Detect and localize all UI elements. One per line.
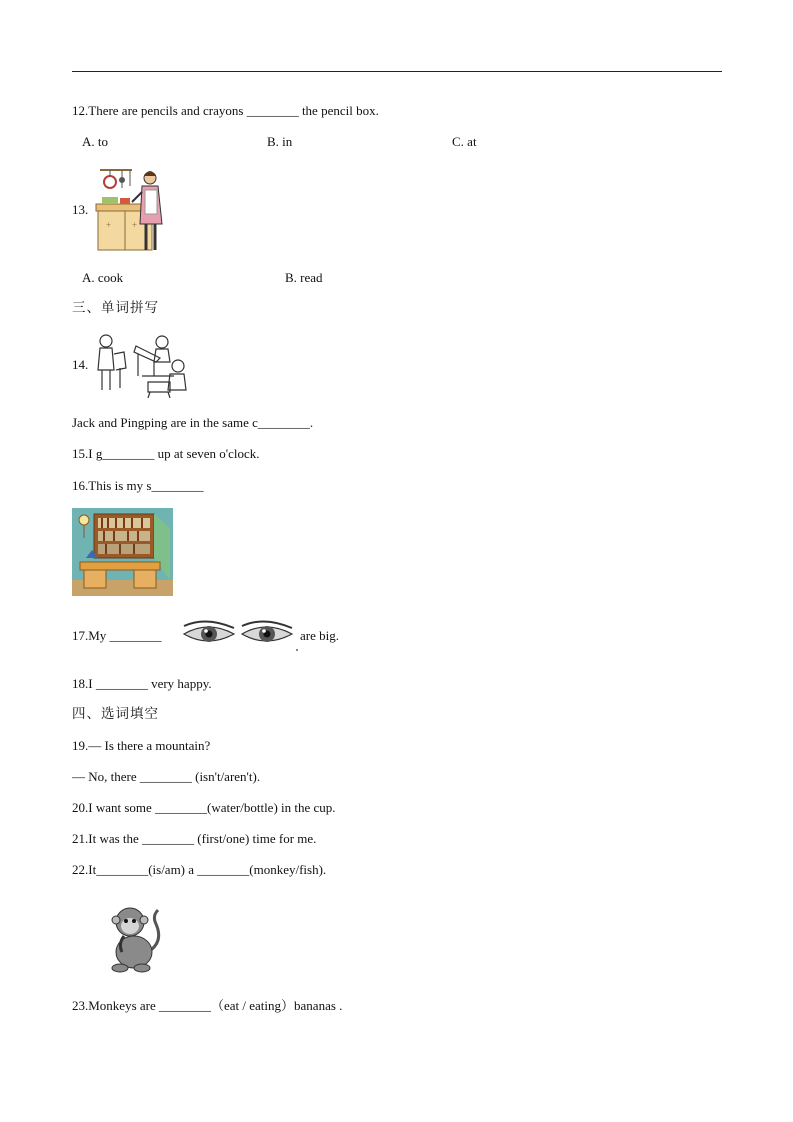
svg-text:+: + [106,220,112,230]
question-14-number: 14. [72,357,89,372]
q12-option-a: A. to [82,134,108,149]
question-15: 15.I g________ up at seven o'clock. [72,446,260,461]
question-19-line-2: — No, there ________ (isn't/aren't). [72,769,261,784]
eyes-image [182,618,298,652]
section-4-heading: 四、选词填空 [72,706,159,722]
q13-option-a: A. cook [82,270,124,285]
q13-option-b: B. read [285,270,323,285]
cooking-woman-image [92,164,176,256]
question-22: 22.It________(is/am) a ________(monkey/fish). [72,862,327,877]
question-20: 20.I want some ________(water/bottle) in the cup. [72,800,336,815]
question-14-text: Jack and Pingping are in the same c________. [72,415,314,430]
question-17-suffix: are big. [300,628,339,643]
question-21: 21.It was the ________ (first/one) time for me. [72,831,317,846]
header-rule [72,71,722,72]
question-19-line-1: 19.— Is there a mountain? [72,738,211,753]
question-18: 18.I ________ very happy. [72,676,212,691]
section-3-heading: 三、单词拼写 [72,300,159,316]
classroom-students-image [90,332,192,398]
q12-option-b: B. in [267,134,293,149]
question-16: 16.This is my s________ [72,478,204,493]
q12-option-c: C. at [452,134,477,149]
svg-text:+: + [132,220,138,230]
question-23: 23.Monkeys are ________（eat / eating）bananas . [72,998,343,1013]
monkey-image [104,902,164,974]
study-room-image [72,508,173,596]
question-12: 12.There are pencils and crayons ________ the pencil box. [72,103,379,118]
question-13-number: 13. [72,202,89,217]
question-17-prefix: 17.My ________ [72,628,162,643]
